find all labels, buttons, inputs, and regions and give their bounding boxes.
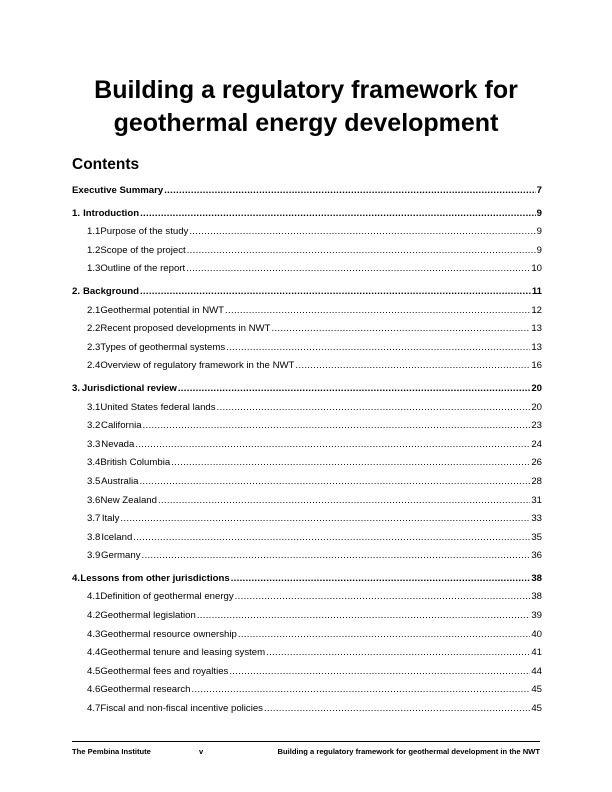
toc-entry-page: 20 [531,382,542,394]
document-title-line-2: geothermal energy development [113,109,499,137]
toc-entry-page: 24 [531,438,542,450]
toc-entry-label: Iceland [101,531,133,543]
toc-leader-dots [225,302,530,321]
footer-organization: The Pembina Institute [72,747,151,756]
toc-entry-label: Outline of the report [100,263,186,275]
toc-entry[interactable] [72,588,542,607]
toc-entry-page: 36 [531,550,542,562]
toc-entry-page: 10 [531,263,542,275]
toc-entry[interactable] [72,205,542,224]
toc-entry[interactable] [72,182,542,201]
toc-entry[interactable] [72,473,542,492]
toc-leader-dots [164,182,535,201]
toc-entry-label: Executive Summary [72,185,164,196]
toc-entry[interactable] [72,283,542,302]
toc-entry-page: 41 [531,647,542,659]
toc-entry-page: 7 [536,185,542,196]
footer-divider [72,741,540,742]
toc-entry-page: 16 [531,360,542,372]
toc-entry-number: 2.3 [87,341,101,353]
toc-leader-dots [120,510,530,529]
toc-entry-page: 45 [531,703,542,715]
toc-entry[interactable] [72,681,542,700]
toc-leader-dots [140,283,531,302]
toc-entry-number: 1.3 [87,263,101,275]
toc-leader-dots [140,205,536,224]
toc-entry[interactable] [72,223,542,242]
toc-entry-number: 3.5 [87,475,101,487]
toc-entry-number: 3.8 [87,531,101,543]
toc-entry[interactable] [72,242,542,261]
toc-entry[interactable] [72,260,542,279]
toc-entry-number: 4.7 [87,703,101,715]
toc-entry-label: British Columbia [100,457,171,469]
toc-leader-dots [142,547,531,566]
toc-entry-label: Italy [101,513,120,525]
toc-entry[interactable] [72,454,542,473]
toc-entry-label: Lessons from other jurisdictions [80,572,230,584]
toc-entry-number: 3.9 [87,550,101,562]
toc-entry-label: Background [82,285,139,297]
toc-entry-label: Introduction [83,207,140,219]
toc-entry-page: 31 [531,494,542,506]
toc-entry[interactable] [72,607,542,626]
toc-entry-page: 23 [531,420,542,432]
toc-leader-dots [135,436,530,455]
toc-leader-dots [186,260,530,279]
toc-entry-label: Jurisdictional review [81,382,177,394]
toc-entry-label: Fiscal and non-fiscal incentive policies [100,703,263,715]
toc-entry[interactable] [72,357,542,376]
toc-entry-page: 38 [531,572,542,584]
toc-entry-label: Nevada [101,438,135,450]
toc-entry-number: 2. [72,285,81,297]
toc-entry-number: 3. [72,382,81,394]
toc-leader-dots [295,357,530,376]
toc-entry-number: 1.1 [87,226,101,238]
toc-entry[interactable] [72,380,542,399]
toc-entry-page: 20 [531,401,542,413]
toc-leader-dots [217,399,531,418]
toc-entry-page: 26 [531,457,542,469]
toc-entry-label: New Zealand [100,494,157,506]
toc-entry-label: Geothermal research [100,684,191,696]
toc-entry-number: 4.4 [87,647,101,659]
toc-entry-page: 13 [531,323,542,335]
toc-entry-label: Overview of regulatory framework in the NWT [100,360,295,372]
toc-entry-page: 11 [531,285,542,297]
toc-entry-label: Recent proposed developments in NWT [100,323,271,335]
toc-entry[interactable] [72,320,542,339]
toc-leader-dots [158,492,530,511]
toc-entry[interactable] [72,302,542,321]
table-of-contents [72,182,542,719]
toc-entry[interactable] [72,626,542,645]
toc-entry[interactable] [72,644,542,663]
toc-entry-page: 35 [531,531,542,543]
toc-entry-page: 38 [531,591,542,603]
toc-leader-dots [139,473,530,492]
toc-leader-dots [133,529,530,548]
toc-entry-page: 28 [531,475,542,487]
toc-leader-dots [264,700,530,719]
toc-entry-number: 3.4 [87,457,101,469]
toc-entry-page: 44 [531,665,542,677]
toc-entry-label: United States federal lands [100,401,216,413]
toc-entry-number: 4.1 [87,591,101,603]
toc-leader-dots [238,626,530,645]
toc-entry-number: 1. [72,207,81,219]
toc-entry-label: Geothermal potential in NWT [100,304,225,316]
toc-entry-number: 3.2 [87,420,101,432]
toc-entry-label: Germany [101,550,141,562]
toc-entry-label: Purpose of the study [100,226,189,238]
toc-entry-page: 9 [536,244,542,256]
toc-leader-dots [271,320,530,339]
toc-leader-dots [191,681,530,700]
toc-entry[interactable] [72,339,542,358]
toc-entry[interactable] [72,492,542,511]
toc-entry-label: California [101,420,142,432]
toc-entry-label: Geothermal resource ownership [100,628,237,640]
footer-document-title: Building a regulatory framework for geothermal development in the NWT [277,747,540,756]
toc-entry-page: 9 [536,226,542,238]
toc-entry[interactable] [72,399,542,418]
toc-entry-number: 2.2 [87,323,101,335]
toc-entry-number: 2.4 [87,360,101,372]
toc-entry[interactable] [72,510,542,529]
toc-entry-number: 4.3 [87,628,101,640]
toc-entry-number: 4.5 [87,665,101,677]
toc-entry[interactable] [72,663,542,682]
toc-entry-number: 2.1 [87,304,101,316]
toc-entry[interactable] [72,436,542,455]
toc-entry-page: 45 [531,684,542,696]
footer-page-number: v [199,747,204,756]
toc-entry-number: 3.1 [87,401,101,413]
toc-leader-dots [187,242,536,261]
toc-entry-page: 40 [531,628,542,640]
toc-entry-label: Types of geothermal systems [100,341,226,353]
toc-entry-label: Scope of the project [100,244,186,256]
toc-leader-dots [231,570,531,589]
document-title-line-1: Building a regulatory framework for [94,76,518,104]
toc-entry-label: Geothermal tenure and leasing system [100,647,266,659]
toc-entry-number: 1.2 [87,244,101,256]
toc-entry-label: Geothermal legislation [100,610,196,622]
toc-entry-label: Definition of geothermal energy [100,591,234,603]
toc-entry-label: Geothermal fees and royalties [100,665,229,677]
toc-entry[interactable] [72,417,542,436]
toc-entry[interactable] [72,529,542,548]
toc-entry-number: 4. [72,572,81,584]
toc-entry[interactable] [72,700,542,719]
toc-leader-dots [143,417,531,436]
toc-entry-label: Australia [101,475,139,487]
toc-leader-dots [226,339,530,358]
toc-entry[interactable] [72,570,542,589]
toc-entry-number: 3.3 [87,438,101,450]
toc-leader-dots [229,663,530,682]
toc-entry[interactable] [72,547,542,566]
toc-leader-dots [197,607,531,626]
toc-entry-number: 3.6 [87,494,101,506]
document-title [0,74,612,140]
toc-leader-dots [178,380,531,399]
toc-leader-dots [266,644,530,663]
toc-entry-page: 33 [531,513,542,525]
toc-leader-dots [171,454,530,473]
toc-entry-number: 4.6 [87,684,101,696]
toc-entry-page: 12 [531,304,542,316]
toc-entry-page: 13 [531,341,542,353]
toc-entry-number: 4.2 [87,610,101,622]
toc-entry-page: 39 [531,610,542,622]
toc-leader-dots [235,588,531,607]
toc-entry-number: 3.7 [87,513,101,525]
contents-heading: Contents [72,156,140,173]
toc-entry-page: 9 [536,207,542,219]
toc-leader-dots [189,223,535,242]
